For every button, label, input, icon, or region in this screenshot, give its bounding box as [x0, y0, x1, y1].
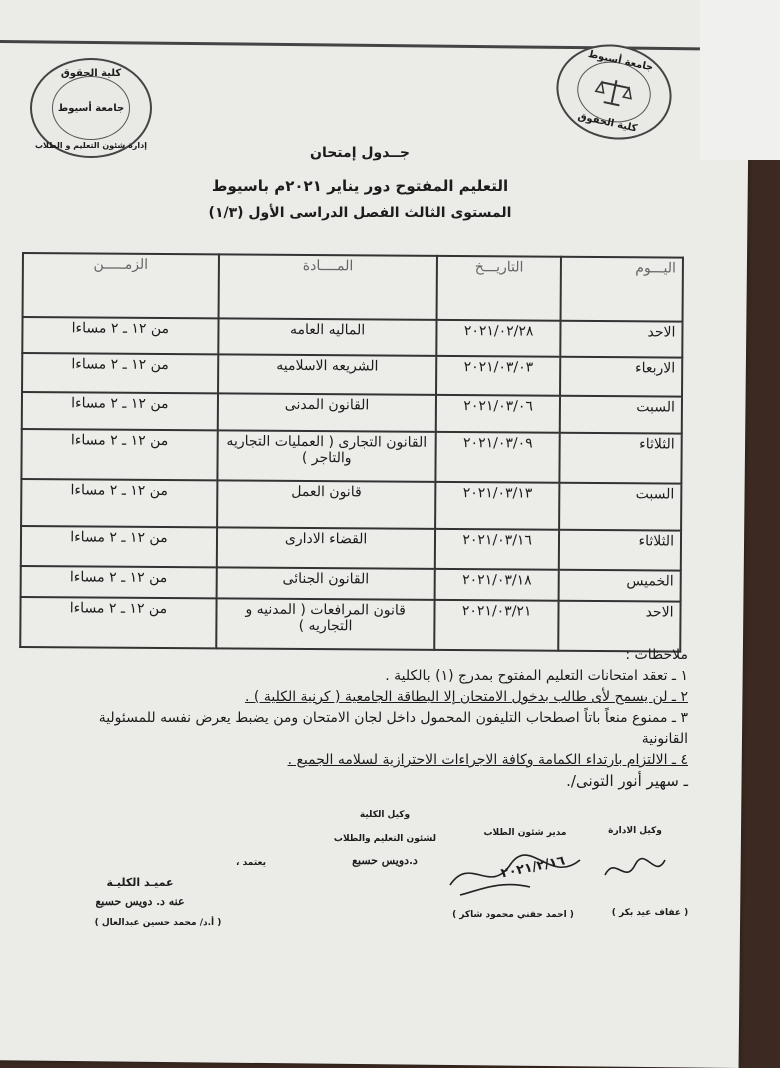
vice-dean-title: وكيل الكلية: [359, 810, 411, 820]
cell-day: الخميس: [558, 570, 680, 601]
cell-date: ٢٠٢١/٠٣/١٣: [436, 482, 560, 529]
cell-time: من ١٢ ـ ٢ مساءا: [22, 392, 218, 431]
handwritten-date: ٢٠٢١/٢/١٦: [499, 853, 567, 882]
affairs-director-title: مدير شئون الطلاب: [483, 828, 567, 838]
seal-bottom-text: إدارة شئون التعليم و الطلاب: [35, 141, 147, 150]
table-row: [22, 353, 682, 396]
table-row: [21, 479, 681, 530]
note-item: ٤ ـ الالتزام بارتداء الكمامة وكافة الاجراءات الاحترازية لسلامه الجميع .: [287, 752, 688, 768]
cell-subject: قانون العمل: [217, 481, 436, 529]
cell-subject: الشريعه الاسلاميه: [218, 355, 437, 395]
justice-scales-icon: [591, 73, 636, 111]
cell-date: ٢٠٢١/٠٣/١٨: [435, 569, 559, 600]
table-row: [20, 596, 680, 651]
notes-section: [48, 645, 688, 792]
cell-day: السبت: [560, 395, 682, 433]
cell-subject: القانون الجنائى: [216, 568, 435, 600]
cell-day: الثلاثاء: [559, 530, 681, 571]
cell-subject: الماليه العامه: [218, 318, 437, 356]
cell-subject: القانون المدنى: [218, 393, 437, 432]
faculty-seal-left: [30, 58, 152, 158]
table-row: [22, 392, 682, 434]
admin-signature-scribble: [600, 850, 670, 890]
cell-time: من ١٢ ـ ٢ مساءا: [21, 429, 217, 481]
affairs-director-name: ( احمد حفني محمود شاكر ): [452, 910, 574, 920]
note-item: ١ ـ تعقد امتحانات التعليم المفتوح بمدرج (١) بالكلية .: [385, 668, 688, 684]
cell-date: ٢٠٢١/٠٣/٠٦: [436, 395, 560, 433]
cell-subject: قانون المرافعات ( المدنيه و التجاريه ): [216, 598, 435, 650]
cell-date: ٢٠٢١/٠٢/٢٨: [437, 320, 561, 357]
cell-date: ٢٠٢١/٠٣/٢١: [435, 599, 559, 650]
seal-center: [52, 76, 130, 139]
column-header-subject: المــــادة: [218, 254, 437, 320]
table-row: [21, 429, 681, 484]
column-header-time: الزمـــــن: [23, 253, 219, 318]
document-level: المستوى الثالث الفصل الدراسى الأول (١/٣): [208, 205, 512, 221]
table-header-row: [23, 253, 683, 322]
cell-day: الثلاثاء: [559, 433, 681, 484]
cell-time: من ١٢ ـ ٢ مساءا: [21, 479, 217, 527]
cell-time: من ١٢ ـ ٢ مساءا: [21, 526, 217, 568]
notes-heading: ملاحظات :: [625, 647, 688, 663]
cell-day: السبت: [559, 483, 681, 530]
cell-time: من ١٢ ـ ٢ مساءا: [21, 566, 217, 598]
cell-date: ٢٠٢١/٠٣/٠٩: [436, 432, 560, 483]
seal-top-text: كلية الحقوق: [60, 68, 122, 79]
admin-vice-name: ( عفاف عيد بكر ): [611, 908, 689, 918]
cell-subject: القانون التجارى ( العمليات التجاريه والتاجر ): [217, 430, 436, 482]
cell-time: من ١٢ ـ ٢ مساءا: [20, 596, 216, 648]
vice-dean-handwritten-name: د.دويس حسبع: [352, 854, 418, 867]
dean-handwritten-sign: عنه د. دويس حسبع: [95, 895, 185, 908]
approve-label: يعتمد ،: [236, 858, 266, 868]
cell-time: من ١٢ ـ ٢ مساءا: [22, 353, 218, 393]
cell-day: الاربعاء: [560, 357, 682, 396]
document-subtitle: التعليم المفتوح دور يناير ٢٠٢١م باسيوط: [211, 177, 509, 195]
dean-name: ( أ.د/ محمد حسين عبدالعال ): [94, 918, 222, 928]
cell-subject: القضاء الادارى: [217, 527, 436, 569]
note-signature-line: ـ سهير أنور التونى/.: [566, 772, 688, 790]
table-row: [21, 526, 681, 571]
seal-top-text: جامعة أسيوط: [586, 48, 655, 74]
table-row: [21, 566, 681, 601]
seal-center-text: جامعة أسيوط: [57, 102, 125, 114]
note-item: ٢ ـ لن يسمح لأى طالب بدخول الامتحان إلا البطاقة الجامعية ( كرنية الكلية ) .: [245, 689, 688, 705]
column-header-date: التاريـــخ: [437, 256, 561, 321]
dean-signature-block: [70, 876, 210, 908]
vice-dean-subtitle: لشئون التعليم والطلاب: [333, 834, 437, 844]
note-item: ٣ ـ ممنوع منعاً باتاً اصطحاب التليفون المحمول داخل لجان الامتحان ومن يضبط يعرض نفسه للمسئولية القانونية: [98, 710, 688, 747]
seal-bottom-text: كلية الحقوق: [576, 111, 639, 135]
exam-schedule-table: [19, 252, 684, 653]
admin-vice-title: وكيل الادارة: [608, 826, 662, 836]
cell-date: ٢٠٢١/٠٣/١٦: [435, 529, 559, 570]
cell-date: ٢٠٢١/٠٣/٠٣: [436, 356, 560, 395]
document-title: جــدول إمتحان: [310, 145, 410, 161]
table-row: [22, 317, 682, 358]
cell-day: الاحد: [560, 321, 682, 358]
background-paper: [700, 0, 780, 160]
cell-day: الاحد: [558, 600, 680, 651]
cell-time: من ١٢ ـ ٢ مساءا: [22, 317, 218, 355]
dean-title: عميـد الكليـة: [106, 876, 174, 889]
column-header-day: اليـــوم: [560, 257, 683, 322]
